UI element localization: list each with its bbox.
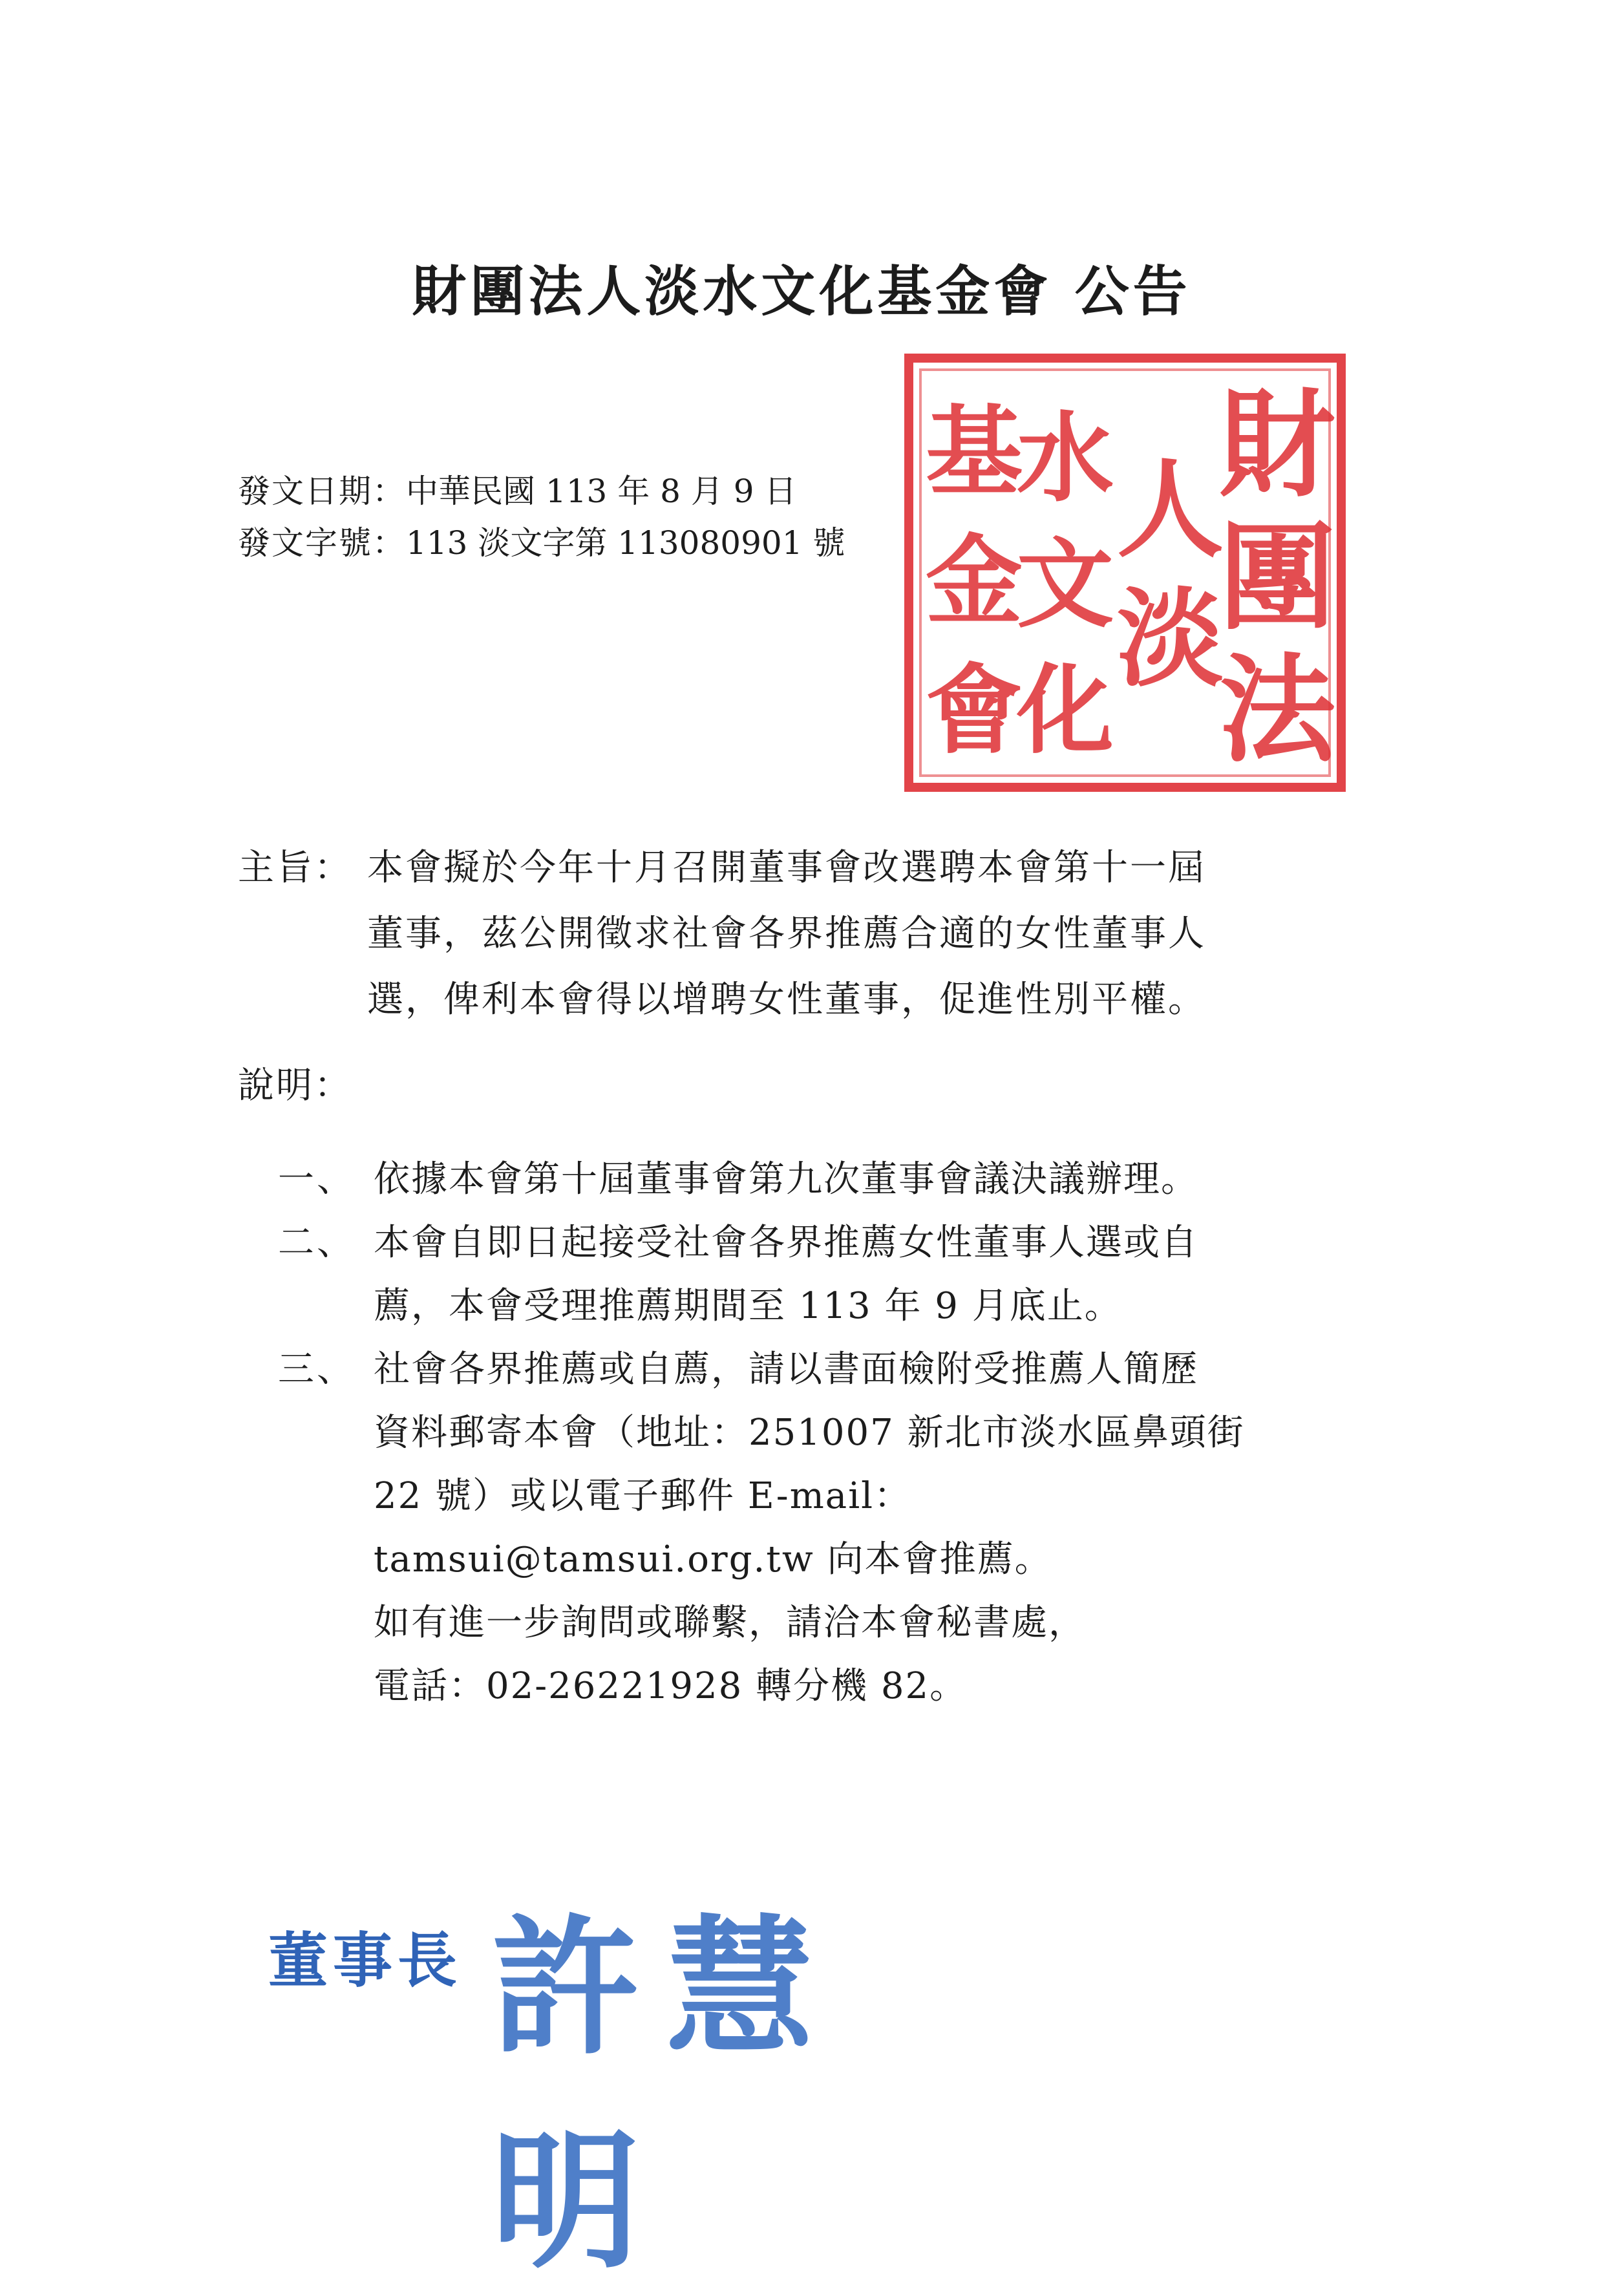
seal-glyph-5: 淡 <box>1117 576 1224 701</box>
explanation-item-2 <box>278 1211 1245 1338</box>
seal-glyph-8: 化 <box>1017 654 1114 767</box>
signatory-name-stamp: 許慧明 <box>491 1902 840 2289</box>
item-number: 一、 <box>278 1158 356 1200</box>
explanation-list <box>278 1148 1245 1718</box>
signature-block <box>268 1849 1012 2289</box>
explanation-item-1 <box>278 1148 1245 1211</box>
item-line: 依據本會第十屆董事會第九次董事會議決議辦理。 <box>374 1158 1198 1200</box>
item-line: 本會自即日起接受社會各界推薦女性董事人選或自 <box>374 1222 1198 1264</box>
document-number-value: 113 淡文字第 113080901 號 <box>406 524 845 562</box>
signatory-title: 董事長 <box>268 1926 463 1995</box>
issue-date-row <box>238 465 845 517</box>
subject-label: 主旨： <box>238 847 352 889</box>
seal-glyph-6: 水 <box>1017 401 1114 515</box>
seal-glyph-1: 財 <box>1219 377 1336 513</box>
issue-date-value: 中華民國 113 年 8 月 9 日 <box>406 473 797 510</box>
seal-glyph-4: 人 <box>1117 447 1224 572</box>
item-line: tamsui@tamsui.org.tw 向本會推薦。 <box>374 1538 1052 1580</box>
subject-line: 董事，茲公開徵求社會各界推薦合適的女性董事人 <box>367 913 1206 955</box>
item-line: 如有進一步詢問或聯繫，請洽本會秘書處， <box>374 1602 1086 1644</box>
item-line: 薦，本會受理推薦期間至 113 年 9 月底止。 <box>374 1285 1122 1327</box>
seal-glyph-3: 法 <box>1219 642 1336 778</box>
seal-glyph-11: 會 <box>926 654 1023 767</box>
seal-glyph-2: 團 <box>1219 509 1336 646</box>
item-number: 三、 <box>278 1348 356 1390</box>
document-meta <box>238 465 845 569</box>
item-number: 二、 <box>278 1222 356 1264</box>
item-line: 資料郵寄本會（地址：251007 新北市淡水區鼻頭街 <box>374 1412 1245 1454</box>
document-number-row <box>238 517 845 569</box>
seal-glyph-10: 金 <box>926 524 1023 638</box>
explanation-item-3 <box>278 1338 1245 1718</box>
official-seal <box>904 353 1346 792</box>
subject-line: 選，俾利本會得以增聘女性董事，促進性別平權。 <box>367 979 1206 1021</box>
item-line: 電話：02-26221928 轉分機 82。 <box>374 1665 968 1707</box>
item-line: 社會各界推薦或自薦，請以書面檢附受推薦人簡歷 <box>374 1348 1198 1390</box>
explanation-label: 說明： <box>238 1065 352 1107</box>
document-number-label: 發文字號： <box>238 524 406 562</box>
seal-glyph-9: 基 <box>926 395 1023 509</box>
document-title: 財團法人淡水文化基金會 公告 <box>412 260 1191 323</box>
subject-line: 本會擬於今年十月召開董事會改選聘本會第十一屆 <box>367 847 1206 889</box>
item-line: 22 號）或以電子郵件 E-mail： <box>374 1475 912 1517</box>
seal-glyph-7: 文 <box>1017 527 1114 641</box>
issue-date-label: 發文日期： <box>238 473 406 510</box>
subject-text <box>367 835 1206 1033</box>
